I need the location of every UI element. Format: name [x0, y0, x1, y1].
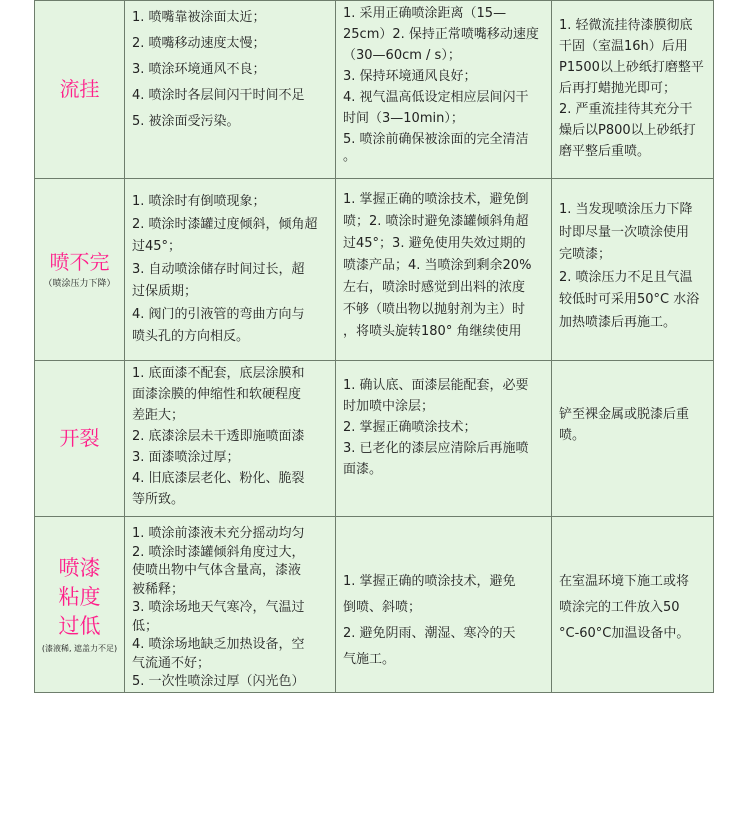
remedy-line: 燥后以P800以上砂纸打 [559, 123, 696, 138]
remedy-cell [552, 1, 714, 179]
prevention-line: （30—60cm / s）； [343, 48, 461, 63]
prevention-line: 3. 保持环境通风良好； [343, 69, 477, 84]
cause-line: 面漆涂膜的伸缩性和软硬程度 [132, 387, 302, 402]
defect-title: 粘度 [58, 584, 101, 609]
remedy-line: 完喷漆； [559, 247, 612, 262]
remedy-line: 铲至裸金属或脱漆后重 [559, 406, 690, 422]
cause-cell [125, 517, 336, 693]
remedy-line: 磨平整后重喷。 [559, 144, 651, 159]
cause-line: 气流通不好； [132, 655, 211, 671]
table-row [35, 1, 714, 179]
defect-name-cell [35, 179, 125, 361]
table-row [35, 361, 714, 517]
table-row [35, 179, 714, 361]
cause-line: 4. 阀门的引液管的弯曲方向与 [132, 306, 305, 322]
prevention-line: 1. 掌握正确的喷涂技术，避免倒 [343, 192, 529, 207]
prevention-line: 过45°；3. 避免使用失效过期的 [343, 236, 526, 251]
cause-line: 过45°； [132, 239, 182, 254]
remedy-line: P1500以上砂纸打磨整平 [559, 60, 704, 75]
cause-line: 3. 喷涂环境通风不良； [132, 62, 266, 77]
table-row [35, 517, 714, 693]
cause-line: 3. 喷涂场地天气寒冷，气温过 [132, 600, 305, 615]
cause-line: 2. 喷涂时漆罐倾斜角度过大， [132, 544, 305, 560]
paint-defect-table [34, 0, 714, 693]
cause-cell [125, 179, 336, 361]
defect-note: （喷涂压力下降） [43, 279, 116, 289]
defect-title: 开裂 [59, 426, 100, 450]
prevention-line: 5. 喷涂前确保被涂面的完全清洁 [343, 132, 529, 147]
prevention-cell [336, 1, 552, 179]
prevention-line: 左右，喷涂时感觉到出料的浓度 [343, 280, 526, 295]
prevention-line: 4. 视气温高低设定相应层间闪干 [343, 90, 529, 105]
remedy-cell [552, 361, 714, 517]
prevention-line: 时间（3—10min）； [343, 111, 464, 126]
remedy-line: 1. 轻微流挂待漆膜彻底 [559, 18, 693, 33]
remedy-cell [552, 179, 714, 361]
defect-note: (漆液稀, 遮盖力不足) [41, 643, 118, 653]
remedy-line: 加热喷漆后再施工。 [559, 314, 677, 330]
remedy-line: 在室温环境下施工或将 [559, 574, 690, 589]
prevention-line: 2. 掌握正确喷涂技术； [343, 420, 477, 435]
prevention-cell [336, 517, 552, 693]
cause-line: 2. 喷涂时漆罐过度倾斜，倾角超 [132, 216, 318, 232]
cause-line: 低； [132, 618, 159, 634]
defect-title: 过低 [58, 613, 101, 638]
prevention-line: 3. 已老化的漆层应清除后再施喷 [343, 441, 529, 456]
remedy-line: 干固（室温16h）后用 [559, 39, 688, 54]
defect-name-cell [35, 1, 125, 179]
prevention-line: 1. 确认底、面漆层能配套，必要 [343, 378, 529, 393]
cause-line: 3. 面漆喷涂过厚； [132, 450, 240, 465]
remedy-cell [552, 517, 714, 693]
cause-line: 2. 喷嘴移动速度太慢； [132, 36, 266, 51]
prevention-line: 2. 避免阴雨、潮湿、寒冷的天 [343, 626, 516, 641]
cause-line: 5. 被涂面受污染。 [132, 114, 240, 129]
cause-line: 使喷出物中气体含量高，漆液 [132, 563, 302, 578]
cause-cell [125, 361, 336, 517]
remedy-line: 1. 当发现喷涂压力下降 [559, 202, 693, 217]
cause-line: 4. 旧底漆层老化、粉化、脆裂 [132, 471, 305, 486]
remedy-line: 2. 喷涂压力不足且气温 [559, 269, 693, 285]
cause-line: 3. 自动喷涂储存时间过长，超 [132, 261, 305, 277]
cause-line: 等所致。 [132, 492, 185, 507]
prevention-line: 1. 采用正确喷涂距离（15— [343, 6, 507, 21]
cause-line: 4. 喷涂时各层间闪干时间不足 [132, 88, 305, 103]
cause-cell [125, 1, 336, 179]
defect-title: 流挂 [59, 77, 100, 101]
prevention-line: ，将喷头旋转180° 角继续使用 [343, 324, 522, 339]
cause-line: 2. 底漆涂层未干透即施喷面漆 [132, 429, 305, 444]
cause-line: 差距大； [132, 408, 185, 423]
remedy-line: °C-60°C加温设备中。 [559, 626, 690, 641]
remedy-line: 2. 严重流挂待其充分干 [559, 102, 693, 117]
cause-line: 1. 喷涂时有倒喷现象； [132, 194, 266, 209]
remedy-line: 时即尽量一次喷涂使用 [559, 224, 690, 240]
remedy-line: 喷。 [559, 427, 586, 443]
remedy-line: 喷涂完的工件放入50 [559, 600, 680, 615]
prevention-line: 1. 掌握正确的喷涂技术，避免 [343, 574, 516, 589]
cause-line: 1. 喷涂前漆液未充分摇动均匀 [132, 526, 305, 541]
defect-name-cell [35, 517, 125, 693]
defect-name-cell [35, 361, 125, 517]
cause-line: 被稀释； [132, 581, 185, 597]
remedy-line: 后再打蜡抛光即可； [559, 81, 677, 96]
prevention-line: 气施工。 [343, 652, 396, 667]
cause-line: 过保质期； [132, 284, 198, 299]
prevention-line: 25cm）2. 保持正常喷嘴移动速度 [343, 27, 539, 42]
prevention-cell [336, 179, 552, 361]
prevention-cell [336, 361, 552, 517]
prevention-line: 时加喷中涂层； [343, 399, 435, 414]
cause-line: 1. 底面漆不配套，底层涂膜和 [132, 366, 305, 381]
prevention-line: 倒喷、斜喷； [343, 600, 422, 615]
defect-title: 喷漆 [58, 555, 101, 580]
cause-line: 喷头孔的方向相反。 [132, 329, 250, 344]
cause-line: 4. 喷涂场地缺乏加热设备，空 [132, 637, 305, 652]
prevention-line: 喷；2. 喷涂时避免漆罐倾斜角超 [343, 214, 529, 229]
remedy-line: 较低时可采用50°C 水浴 [559, 292, 700, 307]
prevention-line: 面漆。 [343, 462, 383, 477]
cause-line: 5. 一次性喷涂过厚（闪光色） [132, 674, 305, 689]
prevention-line: 。 [343, 149, 357, 164]
defect-title: 喷不完 [49, 250, 110, 274]
prevention-line: 喷漆产品；4. 当喷涂到剩余20% [343, 258, 532, 273]
cause-line: 1. 喷嘴靠被涂面太近； [132, 10, 266, 25]
prevention-line: 不够（喷出物以抛射剂为主）时 [343, 302, 526, 317]
